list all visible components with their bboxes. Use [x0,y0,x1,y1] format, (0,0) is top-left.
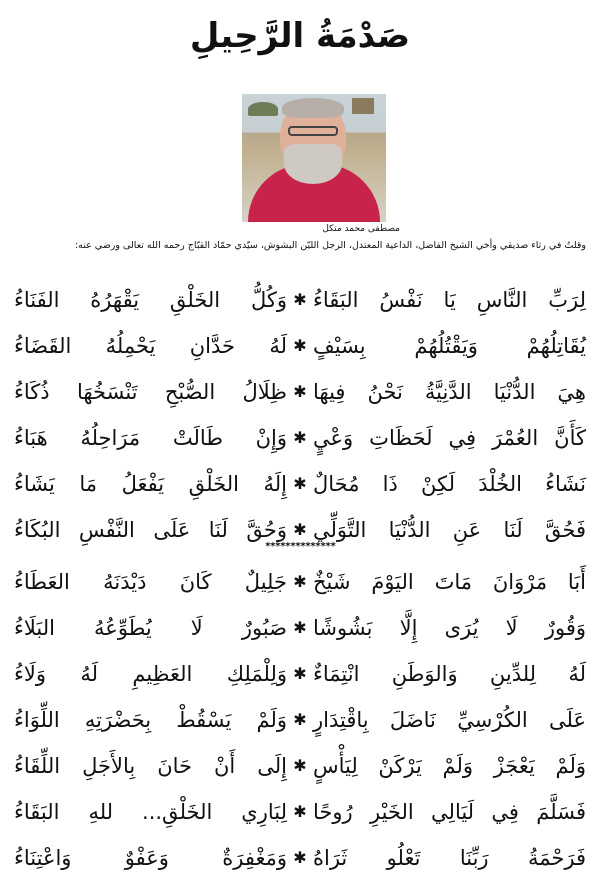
photo-glasses [288,126,338,136]
verse-line [14,651,586,697]
photo-hair [282,98,344,118]
verse-first-hemistich: يُقَاتِلُهُمْ وَيَقْتُلُهُمْ بِسَيْفٍ [313,334,586,358]
verse-line [14,835,586,881]
verse-second-hemistich: وَلِلْمَلِكِ العَظِيمِ لَهُ وَلَاءُ [14,662,287,686]
verse-second-hemistich: وَإِنْ طَالَتْ مَرَاحِلُهُ هَبَاءُ [14,426,287,450]
verse-second-hemistich: صَبُورٌ لَا يُطَوِّعُهُ البَلَاءُ [14,616,287,640]
asterisk-icon: ✱ [293,382,307,401]
verse-second-hemistich: وَلَمْ يَسْقُطْ بِحَضْرَتِهِ اللِّوَاءُ [14,708,287,732]
asterisk-icon: ✱ [293,756,307,775]
asterisk-icon: ✱ [293,848,307,867]
verse-second-hemistich: وَكُلُّ الخَلْقِ يَقْهَرُهُ الفَنَاءُ [14,288,287,312]
verse-first-hemistich: عَلَى الكُرْسِيِّ نَاضَلَ بِاقْتِدَارٍ [313,708,586,732]
verse-line [14,461,586,507]
asterisk-icon: ✱ [293,290,307,309]
asterisk-icon: ✱ [293,710,307,729]
verse-first-hemistich: فَرَحْمَةُ رَبِّنَا تَعْلُو ثَرَاهُ [313,846,586,870]
verse-line [14,369,586,415]
asterisk-icon: ✱ [293,474,307,493]
verse-second-hemistich: ظِلَالُ الصُّبْحِ تَنْسَخُهَا ذُكَاءُ [14,380,287,404]
verse-first-hemistich: فَسَلَّمَ فِي لَيَالِي الخَيْرِ رُوحًا [313,800,586,824]
photo-caption: مصطفى محمد متكل [322,224,400,234]
verse-line [14,277,586,323]
verse-first-hemistich: أَبَا مَرْوَانَ مَاتَ اليَوْمَ شَيْخٌ [313,570,586,594]
verse-line [14,323,586,369]
verse-first-hemistich: وَقُورٌ لَا يُرَى إِلَّا بَشُوشًا [313,616,586,640]
photo-beard [284,144,342,184]
poem-title: صَدْمَةُ الرَّحِيلِ [189,16,411,56]
photo-background-tree [248,102,278,116]
asterisk-icon: ✱ [293,802,307,821]
verse-first-hemistich: وَلَمْ يَعْجَزْ وَلَمْ يَرْكَنْ لِيَأْسٍ [313,754,586,778]
asterisk-icon: ✱ [293,664,307,683]
verse-first-hemistich: هِيَ الدُّنْيَا الدَّنِيَّةُ نَحْنُ فِيهَا [313,380,586,404]
asterisk-icon: ✱ [293,336,307,355]
verse-first-hemistich: لَهُ لِلدِّينِ وَالوَطَنِ انْتِمَاءٌ [313,662,586,686]
verses-section-2 [14,559,586,881]
verse-first-hemistich: فَحُقَّ لَنَا عَنِ الدُّنْيَا التَّوَلِّي [313,518,586,542]
verse-second-hemistich: جَلِيلٌ كَانَ دَيْدَنَهُ العَطَاءُ [14,570,287,594]
verse-first-hemistich: لِرَبِّ النَّاسِ يَا نَفْسُ البَقَاءُ [313,288,586,312]
verse-line [14,789,586,835]
verse-second-hemistich: وَحُقَّ لَنَا عَلَى النَّفْسِ البُكَاءُ [14,518,287,542]
photo-background-building [352,98,374,114]
asterisk-icon: ✱ [293,428,307,447]
asterisk-icon: ✱ [293,572,307,591]
asterisk-icon: ✱ [293,520,307,539]
asterisk-icon: ✱ [293,618,307,637]
verse-second-hemistich: إِلَى أَنْ حَانَ بِالأَجَلِ اللِّقَاءُ [14,754,287,778]
section-separator: ************** [264,541,336,552]
verse-line [14,743,586,789]
verse-line [14,559,586,605]
intro-text: وقلتُ في رثاء صديقي وأخي الشيخ الفاضل، الداعية المعتدل، الرجل الليّن البشوش، سيّدي حمّاد القبّاج رحمه الله تعالى ورضي عنه: [74,240,586,251]
verse-second-hemistich: إِلَهُ الخَلْقِ يَفْعَلُ مَا يَشَاءُ [14,472,287,496]
verse-line [14,605,586,651]
verses-section-1 [14,277,586,553]
author-photo [242,94,386,222]
verse-first-hemistich: كَأَنَّ العُمْرَ فِي لَحَظَاتِ وَعْيٍ [313,426,586,450]
verse-first-hemistich: نَشَاءُ الخُلْدَ لَكِنْ ذَا مُحَالٌ [313,472,586,496]
verse-line [14,697,586,743]
verse-second-hemistich: وَمَغْفِرَةٌ وَعَفْوٌ وَاعْتِنَاءُ [14,846,287,870]
verse-line [14,415,586,461]
verse-second-hemistich: لِبَارِي الخَلْقِ... للهِ البَقَاءُ [14,800,287,824]
verse-second-hemistich: لَهُ حَدَّانِ يَحْمِلُهُ القَضَاءُ [14,334,287,358]
